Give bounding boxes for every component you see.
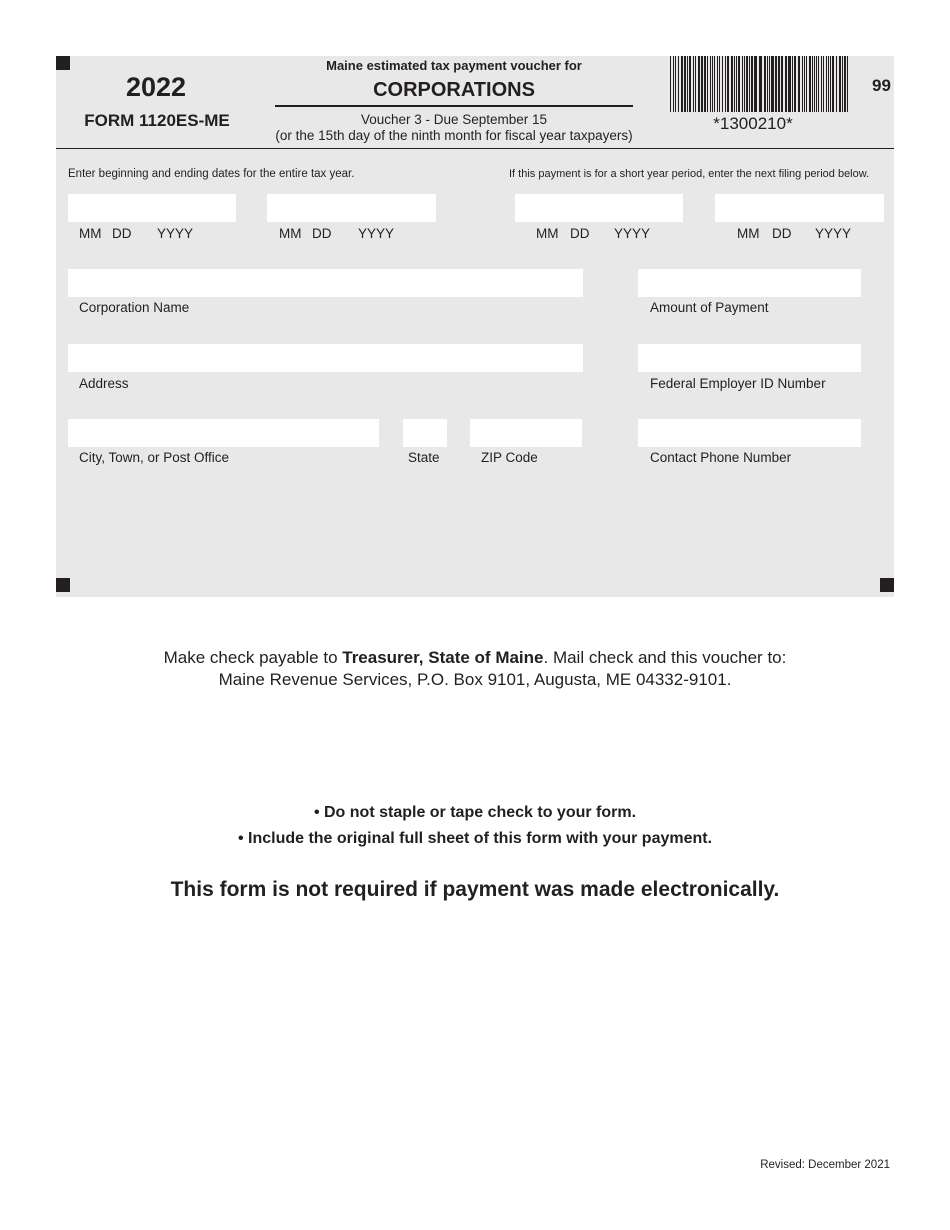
barcode-text: *1300210* <box>713 114 793 133</box>
end-date-mm-label: MM <box>279 226 302 241</box>
end-date-dd-label: DD <box>312 226 332 241</box>
begin-date-mm-label: MM <box>79 226 102 241</box>
begin-date-yyyy-label: YYYY <box>157 226 194 241</box>
payable-instruction <box>0 648 950 668</box>
next-end-date-yyyy-label: YYYY <box>815 226 852 241</box>
corporation-name-input[interactable] <box>68 269 583 297</box>
zip-label: ZIP Code <box>481 450 538 465</box>
amount-of-payment-input[interactable] <box>638 269 861 297</box>
address-label: Address <box>79 376 129 391</box>
registration-mark-top-left <box>56 56 70 70</box>
no-staple-note: • Do not staple or tape check to your form. <box>313 804 637 821</box>
amount-of-payment-label: Amount of Payment <box>650 300 769 315</box>
title-underline <box>275 105 633 107</box>
phone-input[interactable] <box>638 419 861 447</box>
date-instruction-right: If this payment is for a short year period, enter the next filing period below. <box>509 168 870 180</box>
page-code: 99 <box>872 76 891 95</box>
fein-input[interactable] <box>638 344 861 372</box>
address-input[interactable] <box>68 344 583 372</box>
begin-date-dd-label: DD <box>112 226 132 241</box>
form-year: 2022 <box>125 72 187 102</box>
next-begin-date-mm-label: MM <box>536 226 559 241</box>
date-instruction-left: Enter beginning and ending dates for the entire tax year. <box>68 168 355 180</box>
next-begin-date-dd-label: DD <box>570 226 590 241</box>
voucher-due: Voucher 3 - Due September 15 <box>360 112 548 127</box>
begin-date-input[interactable] <box>68 194 236 222</box>
next-begin-date-yyyy-label: YYYY <box>614 226 651 241</box>
voucher-for-label: Maine estimated tax payment voucher for <box>326 58 582 73</box>
registration-mark-bottom-right <box>880 578 894 592</box>
end-date-yyyy-label: YYYY <box>358 226 395 241</box>
payable-prefix: Make check payable to <box>163 648 343 667</box>
end-date-input[interactable] <box>267 194 436 222</box>
next-begin-date-input[interactable] <box>515 194 683 222</box>
next-end-date-mm-label: MM <box>737 226 760 241</box>
barcode-image <box>668 56 851 112</box>
fiscal-note: (or the 15th day of the ninth month for fiscal year taxpayers) <box>275 128 633 143</box>
fein-label: Federal Employer ID Number <box>650 376 826 391</box>
zip-input[interactable] <box>470 419 582 447</box>
form-id: FORM 1120ES-ME <box>84 111 230 130</box>
revised-date: Revised: December 2021 <box>760 1159 890 1171</box>
payable-suffix: . Mail check and this voucher to: <box>543 648 787 667</box>
payee-name: Treasurer, State of Maine <box>342 648 544 667</box>
corporation-name-label: Corporation Name <box>79 300 190 315</box>
next-end-date-dd-label: DD <box>772 226 792 241</box>
state-input[interactable] <box>403 419 447 447</box>
city-label: City, Town, or Post Office <box>79 450 230 465</box>
registration-mark-bottom-left <box>56 578 70 592</box>
electronic-payment-note: This form is not required if payment was made electronically. <box>170 878 780 901</box>
header-divider <box>56 148 894 149</box>
entity-title: CORPORATIONS <box>373 79 535 101</box>
include-sheet-note: • Include the original full sheet of this form with your payment. <box>237 830 713 847</box>
next-end-date-input[interactable] <box>715 194 884 222</box>
mailing-address: Maine Revenue Services, P.O. Box 9101, Augusta, ME 04332-9101. <box>218 670 732 689</box>
phone-label: Contact Phone Number <box>650 450 792 465</box>
state-label: State <box>408 450 440 465</box>
city-input[interactable] <box>68 419 379 447</box>
